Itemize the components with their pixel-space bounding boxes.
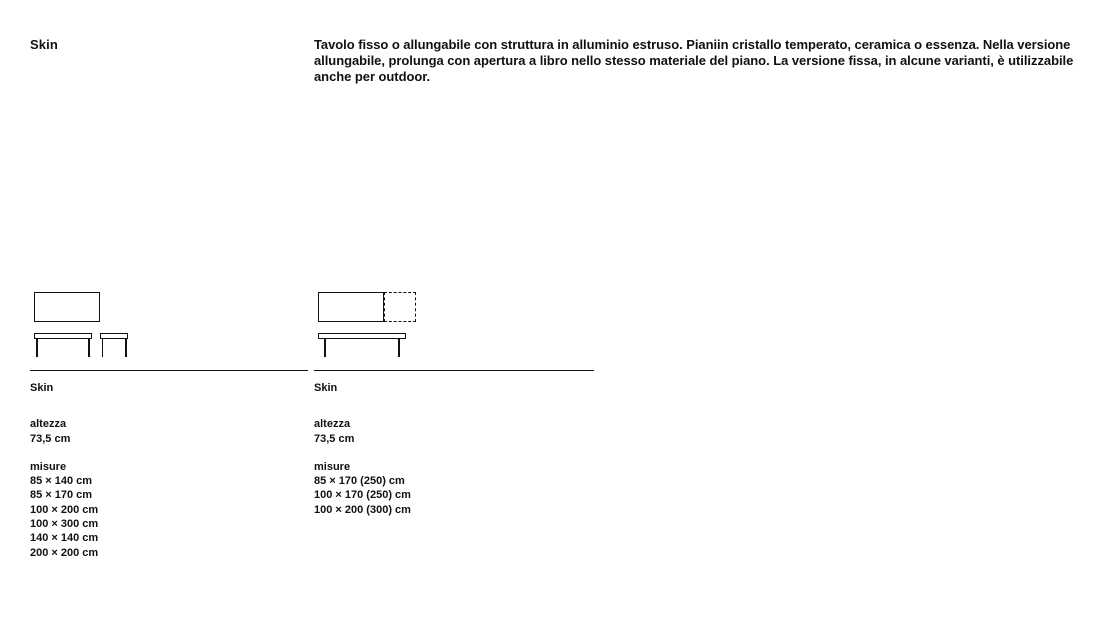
spec-block-fixed: [30, 381, 98, 560]
size-value: 85 × 170 cm: [30, 489, 93, 502]
sizes-label: misure: [30, 460, 67, 473]
size-value: 140 × 140 cm: [30, 532, 99, 545]
side-view-outline-icon: [100, 333, 128, 357]
divider: [30, 370, 308, 371]
variant-name: Skin: [314, 382, 338, 394]
table-top-shape: [318, 333, 406, 339]
spec-block-extendable: [314, 381, 411, 517]
height-value: 73,5 cm: [314, 432, 355, 445]
size-value: 85 × 170 (250) cm: [314, 475, 405, 488]
table-leg-right-shape: [125, 339, 127, 357]
spacer: [314, 446, 411, 460]
size-value: 200 × 200 cm: [30, 546, 99, 559]
top-view-outline-icon: [34, 292, 100, 322]
table-leg-left-shape: [102, 339, 104, 357]
size-value: 100 × 200 cm: [30, 503, 99, 516]
size-value: 100 × 200 (300) cm: [314, 503, 411, 516]
sizes-label: misure: [314, 460, 351, 473]
table-leg-right-shape: [88, 339, 90, 357]
product-description: Tavolo fisso o allungabile con struttura in alluminio estruso. Pianiin cristallo temperato, ceramica o essenza. Nella versione allungabile, prolunga con apertura a libro nello stesso materiale del piano. La versione fissa, in alcune varianti, è utilizzabile anche per outdoor.: [314, 37, 1074, 84]
height-label: altezza: [30, 418, 67, 431]
table-leg-left-shape: [36, 339, 38, 357]
table-top-shape: [34, 333, 92, 339]
technical-drawing-extendable: [314, 288, 594, 368]
spacer: [30, 446, 98, 460]
table-leg-left-shape: [324, 339, 326, 357]
height-value: 73,5 cm: [30, 432, 71, 445]
top-view-outline-icon: [318, 292, 384, 322]
size-value: 100 × 300 cm: [30, 518, 99, 531]
page-title: Skin: [30, 37, 58, 52]
variant-name: Skin: [30, 382, 54, 394]
top-view-extension-dashed-icon: [384, 292, 416, 322]
technical-drawing-fixed: [30, 288, 308, 368]
height-label: altezza: [314, 418, 351, 431]
divider: [314, 370, 594, 371]
front-view-outline-icon: [318, 333, 406, 357]
size-value: 100 × 170 (250) cm: [314, 489, 411, 502]
variant-column-extendable: [314, 288, 594, 516]
size-value: 85 × 140 cm: [30, 475, 93, 488]
front-view-outline-icon: [34, 333, 92, 357]
variant-column-fixed: [30, 288, 308, 559]
table-leg-right-shape: [398, 339, 400, 357]
